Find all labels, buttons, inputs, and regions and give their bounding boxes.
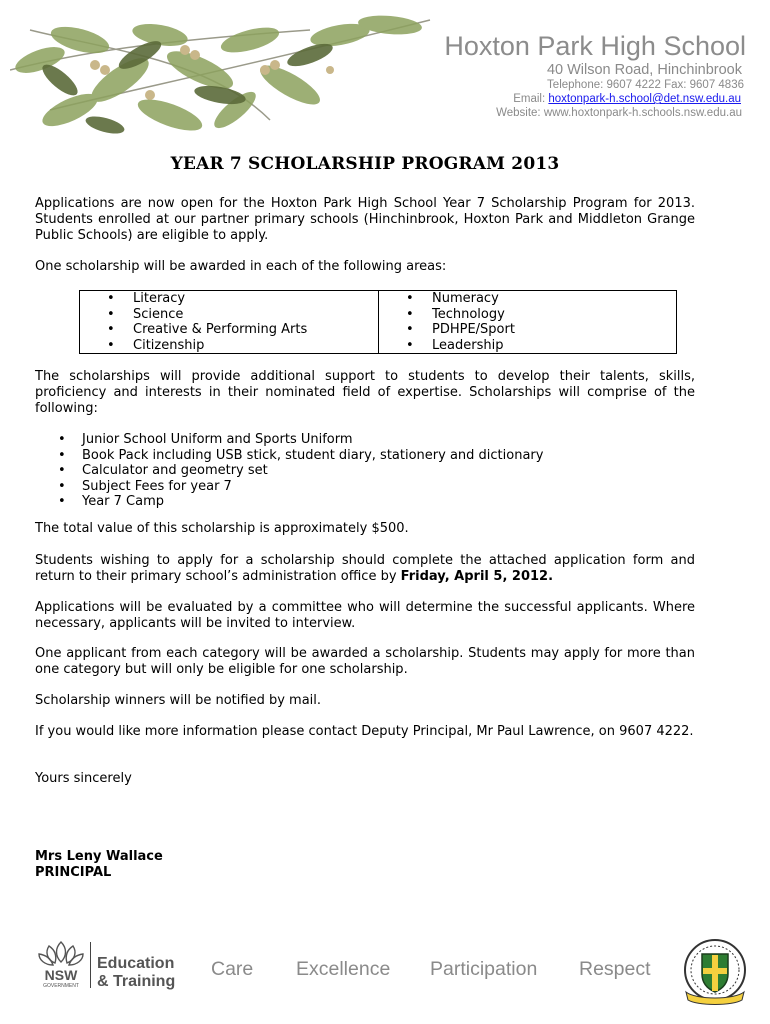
dept-line-1: Education [97, 955, 175, 972]
area-item: • Leadership [406, 338, 676, 354]
area-item: • Creative & Performing Arts [107, 322, 378, 338]
value-excellence: Excellence [296, 958, 391, 980]
email-link[interactable]: hoxtonpark-h.school@det.nsw.edu.au [548, 93, 741, 105]
school-name: Hoxton Park High School [444, 31, 746, 61]
closing: Yours sincerely [35, 771, 132, 786]
logo-divider [90, 942, 91, 988]
benefit-item: • Junior School Uniform and Sports Uniform [58, 432, 543, 448]
benefit-item: • Year 7 Camp [58, 494, 543, 510]
school-phone-fax: Telephone: 9607 4222 Fax: 9607 4836 [547, 79, 744, 91]
notify-paragraph: Scholarship winners will be notified by mail. [35, 693, 322, 708]
value-paragraph: The total value of this scholarship is approximately $500. [35, 521, 409, 536]
eucalyptus-leaves-banner [10, 10, 440, 138]
area-item: • Literacy [107, 291, 378, 307]
areas-right-column [378, 291, 676, 353]
one-applicant-paragraph: One applicant from each category will be awarded a scholarship. Students may apply for more than one category but will only be eligible for one scholarship. [35, 646, 695, 677]
area-item: • PDHPE/Sport [406, 322, 676, 338]
email-label: Email: [513, 93, 549, 105]
area-item: • Citizenship [107, 338, 378, 354]
value-care: Care [211, 958, 254, 980]
apply-text: Students wishing to apply for a scholarship should complete the attached application form and return to their primary school’s administration office by [35, 553, 695, 584]
nsw-waratah-logo-icon [33, 938, 89, 988]
school-email-line [513, 93, 741, 105]
education-training-logo [97, 955, 175, 991]
support-paragraph: The scholarships will provide additional support to students to develop their talents, skills, proficiency and interests in their nominated field of expertise. Scholarships will comprise of the following: [35, 369, 695, 416]
apply-paragraph [35, 553, 695, 585]
areas-left-column [80, 291, 378, 353]
area-item: • Technology [406, 307, 676, 323]
contact-paragraph: If you would like more information please contact Deputy Principal, Mr Paul Lawrence, on 9607 4222. [35, 724, 694, 739]
school-website: Website: www.hoxtonpark-h.schools.nsw.edu.au [496, 107, 742, 119]
benefit-item: • Book Pack including USB stick, student diary, stationery and dictionary [58, 448, 543, 464]
scholarship-areas-table [79, 290, 677, 354]
dept-line-2: & Training [97, 973, 176, 990]
signatory-title: PRINCIPAL [35, 865, 112, 880]
signatory-name: Mrs Leny Wallace [35, 849, 163, 864]
value-respect: Respect [579, 958, 651, 980]
document-title: YEAR 7 SCHOLARSHIP PROGRAM 2013 [170, 154, 560, 174]
benefits-list [58, 432, 543, 510]
areas-intro: One scholarship will be awarded in each of the following areas: [35, 259, 447, 274]
nsw-logo-subtext: GOVERNMENT [43, 983, 79, 988]
evaluate-paragraph: Applications will be evaluated by a committee who will determine the successful applicants. Where necessary, applicants will be invited to interview. [35, 600, 695, 631]
school-address: 40 Wilson Road, Hinchinbrook [546, 62, 742, 78]
benefit-item: • Calculator and geometry set [58, 463, 543, 479]
apply-deadline: Friday, April 5, 2012. [400, 569, 554, 584]
area-item: • Science [107, 307, 378, 323]
intro-paragraph: Applications are now open for the Hoxton Park High School Year 7 Scholarship Program for 2013. Students enrolled at our partner primary schools (Hinchinbrook, Hoxton Park and Middleton Grange Public Schools) are eligible to apply. [35, 196, 695, 243]
value-participation: Participation [430, 958, 538, 980]
nsw-logo-text: NSW [44, 967, 78, 983]
area-item: • Numeracy [406, 291, 676, 307]
school-crest-icon [676, 936, 754, 1008]
benefit-item: • Subject Fees for year 7 [58, 479, 543, 495]
